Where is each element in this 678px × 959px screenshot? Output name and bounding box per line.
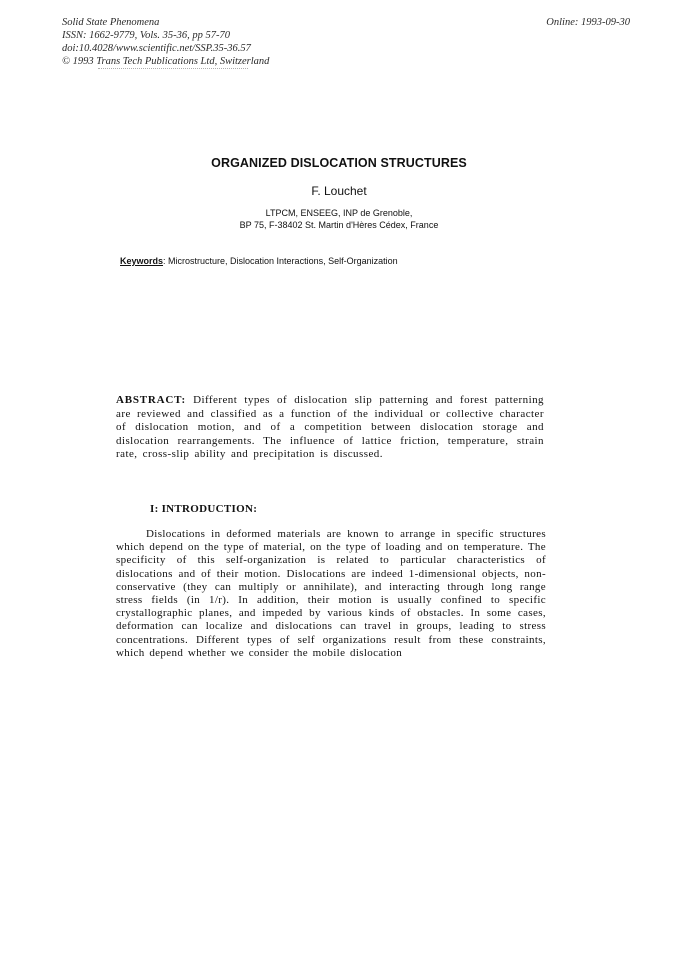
author-affiliation xyxy=(150,207,528,231)
keywords-text: : Microstructure, Dislocation Interactions, Self-Organization xyxy=(163,256,398,266)
publication-header xyxy=(62,16,269,68)
scan-residue-line xyxy=(98,68,248,73)
copyright-line: © 1993 Trans Tech Publications Ltd, Switzerland xyxy=(62,56,270,67)
author-name: F. Louchet xyxy=(311,184,367,198)
introduction-paragraph: Dislocations in deformed materials are known to arrange in specific structures which depend on the type of material, on the type of loading and on temperature. The specificity of this self-organization is related to particular characteristics of dislocations and of their motion. Dislocations are indeed 1-dimensional objects, non-conservative (they can multiply or annihilate), and interacting through long range stress fields (in 1/r). In addition, their motion is usually confined to specific crystallographic planes, and impeded by various kinds of obstacles. In some cases, deformation can localize and dislocations can travel in groups, leading to stress concentrations. Different types of self organizations result from these constraints, which depend whether we consider the mobile dislocation xyxy=(116,528,546,659)
journal-name: Solid State Phenomena xyxy=(62,17,160,28)
doi-line: doi:10.4028/www.scientific.net/SSP.35-36.57 xyxy=(62,43,251,54)
keywords-label: Keywords xyxy=(120,256,164,266)
abstract xyxy=(116,394,544,462)
online-date: Online: 1993-09-30 xyxy=(546,17,630,28)
section-heading-introduction: I: INTRODUCTION: xyxy=(150,503,258,515)
keywords xyxy=(120,256,398,266)
abstract-text: Different types of dislocation slip patterning and forest patterning are reviewed and classified as a function of the individual or collective character of dislocation motion, and of a competition between dislocation storage and dislocation rearrangements. The influence of lattice friction, temperature, strain rate, cross-slip ability and precipitation is discussed. xyxy=(116,394,544,461)
abstract-label: ABSTRACT: xyxy=(116,394,186,406)
affiliation-line-1: LTPCM, ENSEEG, INP de Grenoble, xyxy=(265,208,413,218)
paper-title: ORGANIZED DISLOCATION STRUCTURES xyxy=(211,156,467,170)
affiliation-line-2: BP 75, F-38402 St. Martin d'Hères Cédex, France xyxy=(239,220,439,230)
issn-line: ISSN: 1662-9779, Vols. 35-36, pp 57-70 xyxy=(62,30,230,41)
